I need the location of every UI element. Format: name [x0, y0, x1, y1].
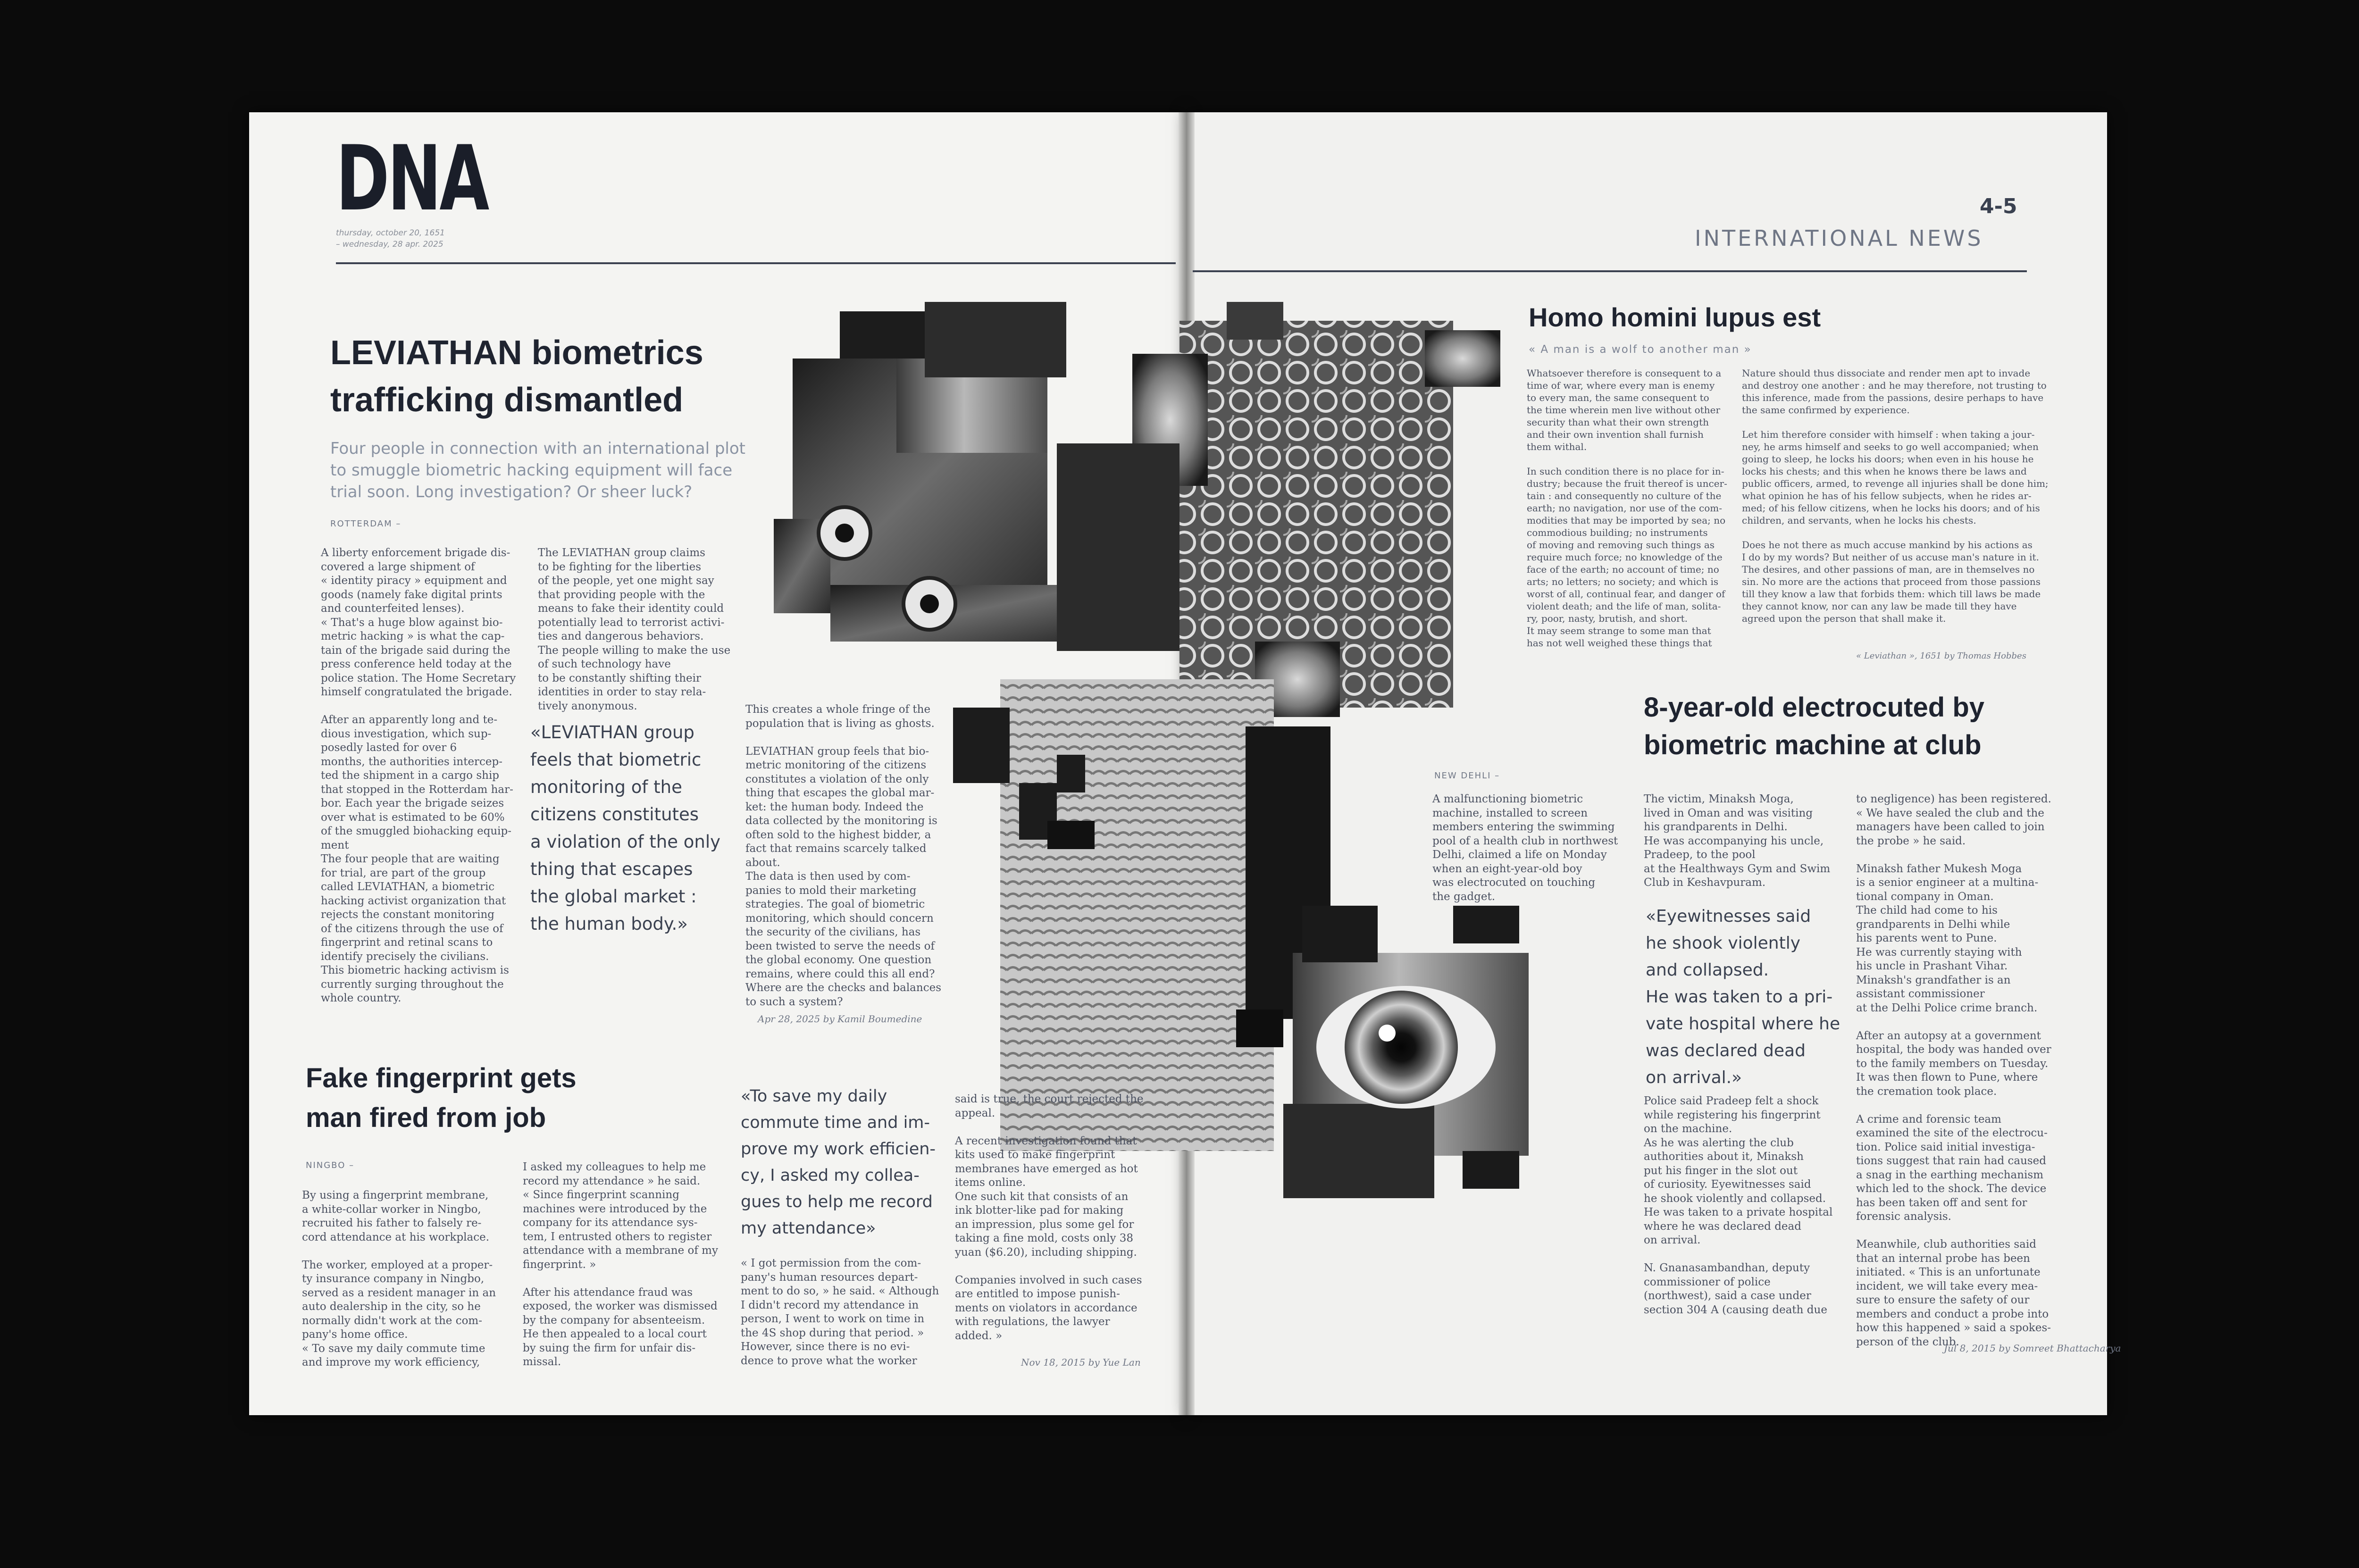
- electro-byline: Jul 8, 2015 by Somreet Bhattacharya: [1944, 1343, 2121, 1354]
- masthead-logo: DNA: [336, 126, 487, 231]
- electro-col1: A malfunctioning biometric machine, installed to screen members entering the swimming pool of a health club in northwest Delhi, claimed a life on Monday when an eight-year-old boy was electrocuted on touching the gadget.: [1432, 793, 1618, 903]
- fingerprint-col2: I asked my colleagues to help me record my attendance » he said. « Since fingerprint scanning machines were introduced by the company for its attendance sys- tem, I entrusted others to register attendance with a membrane of my fingerprint. » After his attendance fraud was exposed, the worker was dismissed by the company for absenteeism. He then appealed to a local court by suing the firm for unfair dis- missal.: [523, 1161, 718, 1368]
- leviathan-pullquote: «LEVIATHAN group feels that biometric monitoring of the citizens constitutes a violation of the only thing that escapes the global market : the human body.»: [530, 722, 721, 934]
- homo-subtitle: « A man is a wolf to another man »: [1529, 343, 1752, 356]
- collage-eye: [1283, 906, 1529, 1198]
- leviathan-headline-1: LEVIATHAN biometrics: [330, 334, 703, 372]
- electro-col2: The victim, Minaksh Moga, lived in Oman and was visiting his grandparents in Delhi. He was accompanying his uncle, Pradeep, to the pool at the Healthways Gym and Swim Club in Keshavpuram.: [1644, 793, 1831, 889]
- fingerprint-col3: « I got permission from the com- pany's human resources depart- ment to do so, » he said. « Although I didn't record my attendance in person, I went to work on time in the 4S shop during that period. » However, since there is no evi- dence to prove what the worker: [741, 1257, 939, 1367]
- fingerprint-col1: By using a fingerprint membrane, a white-collar worker in Ningbo, recruited his father to falsely re- cord attendance at his workplace. The worker, employed at a proper- ty insurance company in Ningbo, served as a resident manager in an auto dealership in the city, so he normally didn't work at the com- pany's home office. « To save my daily commute time and improve my work efficiency,: [302, 1189, 496, 1368]
- electro-headline-1: 8-year-old electrocuted by: [1644, 692, 1984, 723]
- header-rule-right: [1193, 270, 2027, 272]
- collage-fingerprint: [953, 679, 1330, 1151]
- fingerprint-pullquote: «To save my daily commute time and im- prove my work efficien- cy, I asked my collea- gues to help me record my attendance»: [741, 1087, 936, 1238]
- leviathan-dek: Four people in connection with an international plot to smuggle biometric hacking equipment will face trial soon. Long investigation? Or sheer luck?: [330, 439, 745, 501]
- leviathan-col1: A liberty enforcement brigade dis- covered a large shipment of « identity piracy » equipment and goods (namely fake digital prints and counterfeited lenses). « That's a huge blow against bio- metric hacking » is what the cap- tain of the brigade said during the press conference held today at the police station. The Home Secretary himself congratulated the brigade. After an apparently long and te- dious investigation, which sup- posedly lasted for over 6 months, the authorities intercep- ted the shipment in a cargo ship that stopped in the Rotterdam har- bor. Each year the brigade seizes over what is estimated to be 60% of the smuggled biohacking equip- ment The four people that are waiting for trial, are part of the group called LEVIATHAN, a biometric hacking activist organization that rejects the constant monitoring of the citizens through the use of fingerprint and retinal scans to identify precisely the civilians. This biometric hacking activism is currently surging throughout the whole country.: [321, 547, 516, 1004]
- masthead-date-2: – wednesday, 28 apr. 2025: [336, 240, 443, 249]
- electro-headline-2: biometric machine at club: [1644, 730, 1982, 760]
- homo-headline: Homo homini lupus est: [1529, 302, 1821, 332]
- leviathan-byline: Apr 28, 2025 by Kamil Boumedine: [758, 1013, 922, 1025]
- fingerprint-headline-2: man fired from job: [306, 1102, 546, 1133]
- leviathan-headline-2: trafficking dismantled: [330, 381, 684, 419]
- electro-dateline: NEW DEHLI –: [1434, 771, 1500, 781]
- fingerprint-headline-1: Fake fingerprint gets: [306, 1063, 577, 1093]
- leviathan-col3: This creates a whole fringe of the population that is living as ghosts. LEVIATHAN group feels that bio- metric monitoring of the citizens constitutes a violation of the only thing that escapes the global mar- ket: the human body. Indeed the data collected by the monitoring is often sold to the highest bidder, a fact that remains scarcely talked about. The data is then used by com- panies to mold their marketing strategies. The goal of biometric monitoring, which should concern the security of the civilians, has been twisted to serve the needs of the global economy. One question remains, where could this all end? Where are the checks and balances to such a system?: [745, 703, 941, 1008]
- homo-byline: « Leviathan », 1651 by Thomas Hobbes: [1856, 651, 2026, 661]
- fingerprint-dateline: NINGBO –: [306, 1160, 355, 1170]
- leviathan-col2: The LEVIATHAN group claims to be fighting for the liberties of the people, yet one might say that providing people with the means to fake their identity could potentially lead to terrorist activi- ties and dangerous behaviors. The people willing to make the use of such technology have to be constantly shifting their identities in order to stay rela- tively anonymous.: [538, 547, 731, 712]
- leviathan-dateline: ROTTERDAM –: [330, 519, 402, 529]
- electro-col3: to negligence) has been registered. « We have sealed the club and the managers have been called to join the probe » he said. Minaksh father Mukesh Moga is a senior engineer at a multina- tional company in Oman. The child had come to his grandparents in Delhi while his parents went to Pune. He was currently staying with his uncle in Prashant Vihar. Minaksh's grandfather is an assistant commissioner at the Delhi Police crime branch. After an autopsy at a government hospital, the body was handed over to the family members on Tuesday. It was then flown to Pune, where the cremation took place. A crime and forensic team examined the site of the electrocu- tion. Police said initial investiga- tions suggest that rain had caused a snag in the earthing mechanism which led to the shock. The device has been taken off and sent for forensic analysis. Meanwhile, club authorities said that an internal probe has been initiated. « This is an unfortunate incident, we will take every mea- sure to ensure the safety of our members and conduct a probe into how this happened » said a spokes- person of the club.: [1856, 793, 2051, 1348]
- collage-microbe: [1057, 302, 1500, 717]
- section-title: INTERNATIONAL NEWS: [1695, 225, 1983, 251]
- fingerprint-byline: Nov 18, 2015 by Yue Lan: [1021, 1357, 1141, 1368]
- header-rule-left: [336, 262, 1176, 264]
- homo-col2: Nature should thus dissociate and render men apt to invade and destroy one another : and he may therefore, not trusting to this inference, made from the passions, desire perhaps to have the same confirmed by experience. Let him therefore consider with himself : when taking a jour- ney, he arms himself and seeks to go well accompanied; when going to sleep, he locks his doors; when even in his house he locks his chests; and this when he knows there be laws and public officers, armed, to revenge all injuries shall be done him; what opinion he has of his fellow subjects, when he rides ar- med; of his fellow citizens, when he locks his doors; and of his children, and servants, when he locks his chests. Does he not there as much accuse mankind by his actions as I do by my words? But neither of us accuse man's nature in it. The desires, and other passions of man, are in themselves no sin. No more are the actions that proceed from those passions till they know a law that forbids them: which till laws be made they cannot know, nor can any law be made till they have agreed upon the person that shall make it.: [1742, 367, 2049, 624]
- page-numbers: 4-5: [1980, 194, 2017, 218]
- homo-col1: Whatsoever therefore is consequent to a time of war, where every man is enemy to every man, the same consequent to the time wherein men live without other security than what their own strength and their own invention shall furnish them withal. In such condition there is no place for in- dustry; because the fruit thereof is uncer- tain : and consequently no culture of the earth; no navigation, nor use of the com- modities that may be imported by sea; no commodious building; no instruments of moving and removing such things as require much force; no knowledge of the face of the earth; no account of time; no arts; no letters; no society; and which is worst of all, continual fear, and danger of violent death; and the life of man, solita- ry, poor, nasty, brutish, and short. It may seem strange to some man that has not well weighed these things that: [1527, 367, 1727, 649]
- fingerprint-col4: said is true, the court rejected the appeal. A recent investigation found that kits used to make fingerprint membranes have emerged as hot items online. One such kit that consists of an ink blotter-like pad for making an impression, plus some gel for taking a fine mold, costs only 38 yuan ($6.20), including shipping. Companies involved in such cases are entitled to impose punish- ments on violators in accordance with regulations, the lawyer added. »: [955, 1093, 1144, 1342]
- collage-hand-machine: [774, 302, 1095, 642]
- electro-col2b: Police said Pradeep felt a shock while registering his fingerprint on the machine. As he was alerting the club authorities about it, Minaksh put his finger in the slot out of curiosity. Eyewitnesses said he shook violently and collapsed. He was taken to a private hospital where he was declared dead on arrival. N. Gnanasambandhan, deputy commissioner of police (northwest), said a case under section 304 A (causing death due: [1644, 1095, 1833, 1316]
- electro-pullquote: «Eyewitnesses said he shook violently and collapsed. He was taken to a pri- vate hospital where he was declared dead on arrival.»: [1646, 907, 1840, 1087]
- masthead-date-1: thursday, october 20, 1651: [336, 228, 445, 238]
